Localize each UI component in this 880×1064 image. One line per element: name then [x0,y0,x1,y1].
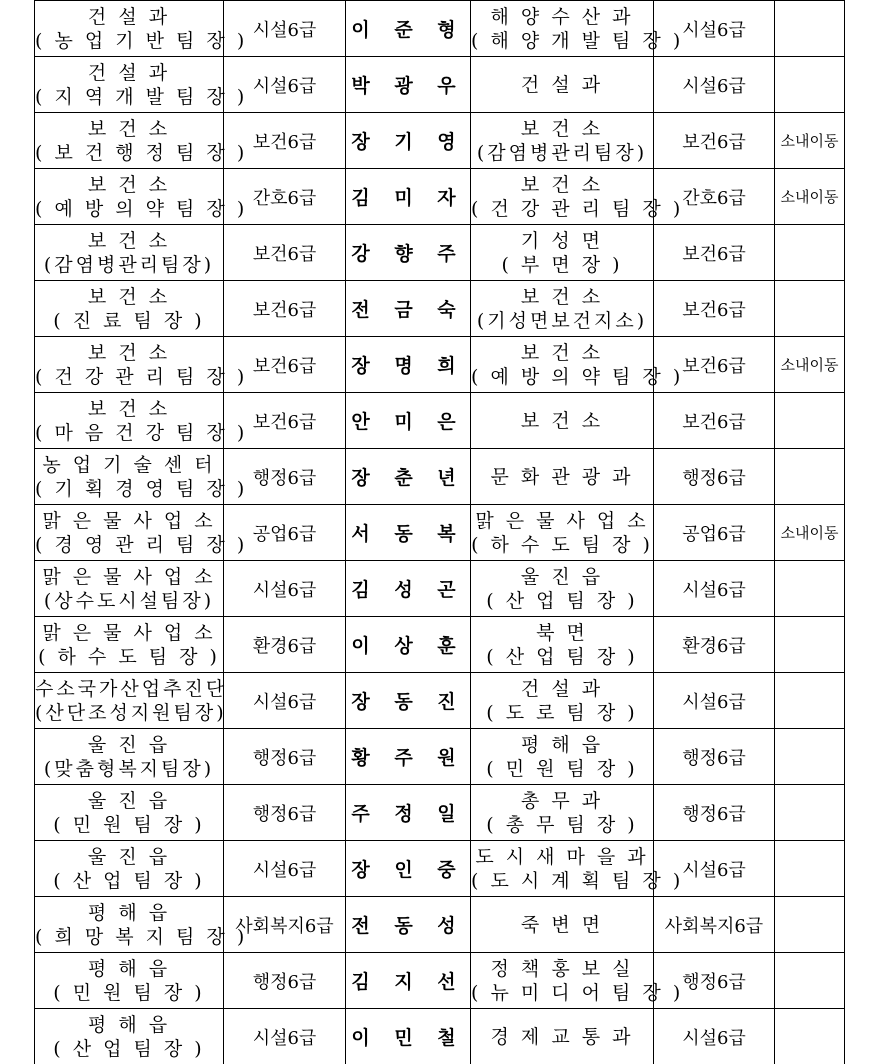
table-row [35,953,845,1009]
table-row [35,1,845,57]
from-department-cell [35,281,224,337]
remarks [775,897,845,953]
table-row [35,785,845,841]
table-row [35,449,845,505]
from-department-cell [35,561,224,617]
current-grade: 간호6급 [224,169,346,225]
from-department: 울 진 읍 [35,845,223,869]
table-row [35,57,845,113]
table-row [35,113,845,169]
employee-name: 안 미 은 [346,393,471,449]
table-row [35,337,845,393]
current-grade: 보건6급 [224,337,346,393]
to-department: 북 면 [471,621,653,645]
from-team: (맞춤형복지팀장) [35,757,223,781]
to-department-cell [471,169,654,225]
personnel-transfer-table [34,0,845,1064]
to-department-cell [471,673,654,729]
from-department: 수소국가산업추진단 [35,677,223,701]
to-team: ( 해 양 개 발 팀 장 ) [471,29,653,53]
table-row [35,729,845,785]
new-grade: 보건6급 [654,281,775,337]
to-department: 도 시 새 마 을 과 [471,845,653,869]
from-department: 평 해 읍 [35,957,223,981]
to-department: 보 건 소 [471,285,653,309]
current-grade: 사회복지6급 [224,897,346,953]
employee-name: 장 인 중 [346,841,471,897]
from-department-cell [35,785,224,841]
from-department: 건 설 과 [35,61,223,85]
to-team: ( 민 원 팀 장 ) [471,757,653,781]
from-department: 보 건 소 [35,173,223,197]
from-team: ( 건 강 관 리 팀 장 ) [35,365,223,389]
remarks [775,281,845,337]
current-grade: 시설6급 [224,57,346,113]
new-grade: 시설6급 [654,841,775,897]
table-body [35,1,845,1064]
new-grade: 보건6급 [654,225,775,281]
from-department-cell [35,841,224,897]
employee-name: 이 민 철 [346,1009,471,1064]
from-department-cell [35,337,224,393]
current-grade: 보건6급 [224,393,346,449]
from-department: 보 건 소 [35,341,223,365]
remarks: 소내이동 [775,169,845,225]
to-team: ( 총 무 팀 장 ) [471,813,653,837]
employee-name: 서 동 복 [346,505,471,561]
to-team: ( 예 방 의 약 팀 장 ) [471,365,653,389]
new-grade: 행정6급 [654,449,775,505]
to-department: 해 양 수 산 과 [471,5,653,29]
to-department-cell [471,785,654,841]
remarks [775,953,845,1009]
from-team: ( 마 음 건 강 팀 장 ) [35,421,223,445]
from-team: ( 지 역 개 발 팀 장 ) [35,85,223,109]
remarks: 소내이동 [775,337,845,393]
employee-name: 장 동 진 [346,673,471,729]
to-department: 평 해 읍 [471,733,653,757]
to-team: ( 산 업 팀 장 ) [471,589,653,613]
current-grade: 보건6급 [224,281,346,337]
from-department-cell [35,449,224,505]
employee-name: 장 명 희 [346,337,471,393]
to-department-cell [471,505,654,561]
from-team: (상수도시설팀장) [35,589,223,613]
remarks [775,785,845,841]
table-row [35,281,845,337]
new-grade: 간호6급 [654,169,775,225]
new-grade: 시설6급 [654,673,775,729]
from-department-cell [35,953,224,1009]
to-department-cell [471,729,654,785]
remarks [775,393,845,449]
to-department: 보 건 소 [471,117,653,141]
employee-name: 황 주 원 [346,729,471,785]
to-team: ( 건 강 관 리 팀 장 ) [471,197,653,221]
to-department-cell [471,953,654,1009]
current-grade: 환경6급 [224,617,346,673]
remarks [775,841,845,897]
new-grade: 시설6급 [654,561,775,617]
to-department-cell [471,1,654,57]
from-team: ( 하 수 도 팀 장 ) [35,645,223,669]
remarks [775,1009,845,1064]
to-department: 죽 변 면 [471,913,653,937]
from-team: ( 기 획 경 영 팀 장 ) [35,477,223,501]
current-grade: 시설6급 [224,841,346,897]
employee-name: 김 지 선 [346,953,471,1009]
remarks [775,673,845,729]
from-team: ( 농 업 기 반 팀 장 ) [35,29,223,53]
from-department: 맑 은 물 사 업 소 [35,509,223,533]
employee-name: 장 기 영 [346,113,471,169]
new-grade: 환경6급 [654,617,775,673]
from-department: 울 진 읍 [35,789,223,813]
remarks: 소내이동 [775,113,845,169]
from-department: 보 건 소 [35,285,223,309]
from-department-cell [35,225,224,281]
remarks [775,449,845,505]
current-grade: 행정6급 [224,729,346,785]
to-department: 경 제 교 통 과 [471,1025,653,1049]
from-department-cell [35,897,224,953]
employee-name: 전 금 숙 [346,281,471,337]
from-team: ( 산 업 팀 장 ) [35,1037,223,1061]
to-department: 건 설 과 [471,677,653,701]
from-department: 보 건 소 [35,397,223,421]
new-grade: 시설6급 [654,1009,775,1064]
to-department: 맑 은 물 사 업 소 [471,509,653,533]
table-row [35,673,845,729]
from-department-cell [35,505,224,561]
new-grade: 보건6급 [654,337,775,393]
employee-name: 강 향 주 [346,225,471,281]
new-grade: 공업6급 [654,505,775,561]
to-department: 총 무 과 [471,789,653,813]
from-department-cell [35,393,224,449]
from-department-cell [35,169,224,225]
from-team: (감염병관리팀장) [35,253,223,277]
from-team: ( 예 방 의 약 팀 장 ) [35,197,223,221]
current-grade: 행정6급 [224,449,346,505]
from-department-cell [35,729,224,785]
from-team: ( 경 영 관 리 팀 장 ) [35,533,223,557]
employee-name: 장 춘 년 [346,449,471,505]
to-team: ( 산 업 팀 장 ) [471,645,653,669]
to-department-cell [471,897,654,953]
to-team: ( 도 로 팀 장 ) [471,701,653,725]
current-grade: 공업6급 [224,505,346,561]
from-team: (산단조성지원팀장) [35,701,223,725]
employee-name: 이 준 형 [346,1,471,57]
to-department: 보 건 소 [471,341,653,365]
new-grade: 시설6급 [654,57,775,113]
to-department-cell [471,281,654,337]
employee-name: 김 성 곤 [346,561,471,617]
new-grade: 행정6급 [654,785,775,841]
to-team: (기성면보건지소) [471,309,653,333]
to-department-cell [471,449,654,505]
from-department: 울 진 읍 [35,733,223,757]
new-grade: 행정6급 [654,729,775,785]
new-grade: 시설6급 [654,1,775,57]
from-department: 맑 은 물 사 업 소 [35,565,223,589]
from-team: ( 민 원 팀 장 ) [35,813,223,837]
current-grade: 시설6급 [224,673,346,729]
from-department: 평 해 읍 [35,901,223,925]
employee-name: 김 미 자 [346,169,471,225]
from-department-cell [35,1009,224,1064]
from-team: ( 보 건 행 정 팀 장 ) [35,141,223,165]
employee-name: 주 정 일 [346,785,471,841]
new-grade: 행정6급 [654,953,775,1009]
from-team: ( 진 료 팀 장 ) [35,309,223,333]
from-department-cell [35,1,224,57]
from-team: ( 민 원 팀 장 ) [35,981,223,1005]
to-department: 기 성 면 [471,229,653,253]
to-team: ( 도 시 계 획 팀 장 ) [471,869,653,893]
to-department-cell [471,841,654,897]
to-team: ( 부 면 장 ) [471,253,653,277]
to-department: 보 건 소 [471,409,653,433]
to-department-cell [471,561,654,617]
from-department: 농 업 기 술 센 터 [35,453,223,477]
to-department-cell [471,113,654,169]
current-grade: 행정6급 [224,785,346,841]
from-department-cell [35,113,224,169]
from-department-cell [35,673,224,729]
from-department: 맑 은 물 사 업 소 [35,621,223,645]
new-grade: 사회복지6급 [654,897,775,953]
remarks [775,561,845,617]
to-department-cell [471,1009,654,1064]
table-row [35,897,845,953]
from-department: 보 건 소 [35,117,223,141]
remarks [775,729,845,785]
remarks: 소내이동 [775,505,845,561]
from-department-cell [35,57,224,113]
from-department: 보 건 소 [35,229,223,253]
from-team: ( 희 망 복 지 팀 장 ) [35,925,223,949]
current-grade: 시설6급 [224,561,346,617]
table-row [35,225,845,281]
to-team: ( 하 수 도 팀 장 ) [471,533,653,557]
to-team: (감염병관리팀장) [471,141,653,165]
remarks [775,617,845,673]
remarks [775,1,845,57]
to-team: ( 뉴 미 디 어 팀 장 ) [471,981,653,1005]
to-department: 보 건 소 [471,173,653,197]
to-department: 건 설 과 [471,73,653,97]
from-department: 건 설 과 [35,5,223,29]
to-department-cell [471,617,654,673]
to-department: 정 책 홍 보 실 [471,957,653,981]
to-department-cell [471,57,654,113]
table-row [35,505,845,561]
remarks [775,225,845,281]
to-department: 문 화 관 광 과 [471,465,653,489]
current-grade: 보건6급 [224,113,346,169]
employee-name: 전 동 성 [346,897,471,953]
table-row [35,169,845,225]
to-department-cell [471,225,654,281]
table-row [35,841,845,897]
current-grade: 시설6급 [224,1009,346,1064]
current-grade: 시설6급 [224,1,346,57]
from-team: ( 산 업 팀 장 ) [35,869,223,893]
new-grade: 보건6급 [654,393,775,449]
employee-name: 박 광 우 [346,57,471,113]
employee-name: 이 상 훈 [346,617,471,673]
to-department: 울 진 읍 [471,565,653,589]
table-row [35,393,845,449]
current-grade: 행정6급 [224,953,346,1009]
remarks [775,57,845,113]
table-row [35,617,845,673]
table-row [35,1009,845,1064]
to-department-cell [471,337,654,393]
from-department: 평 해 읍 [35,1013,223,1037]
current-grade: 보건6급 [224,225,346,281]
to-department-cell [471,393,654,449]
table-row [35,561,845,617]
new-grade: 보건6급 [654,113,775,169]
from-department-cell [35,617,224,673]
